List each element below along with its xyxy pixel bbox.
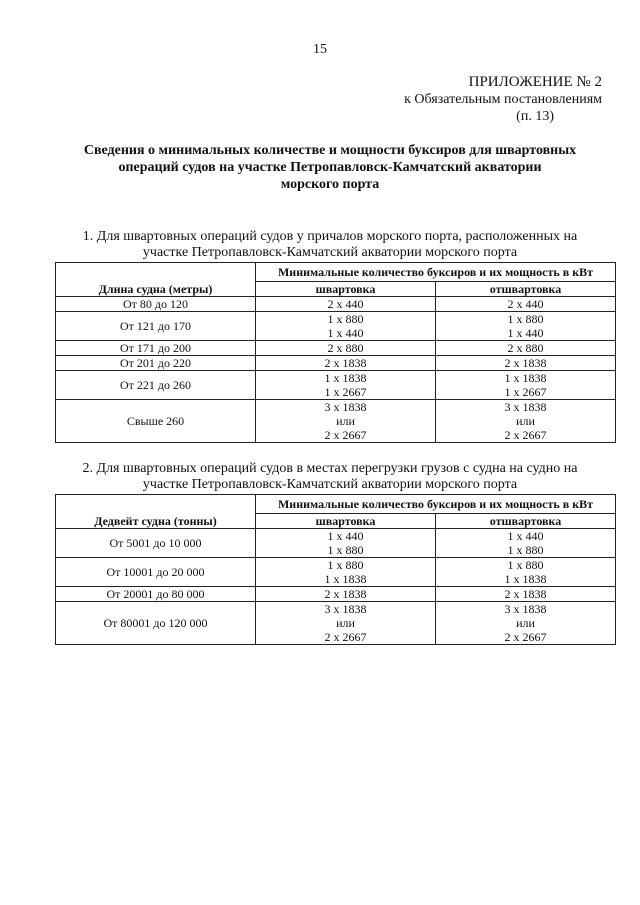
row-label: От 20001 до 80 000	[56, 587, 256, 602]
unmooring-cell	[436, 529, 616, 558]
unmooring-cell	[436, 356, 616, 371]
document-title-line: морского порта	[280, 177, 380, 192]
cell-line: 1 х 880	[327, 312, 364, 326]
row-label: Свыше 260	[56, 400, 256, 443]
unmooring-cell	[436, 400, 616, 443]
section1-heading	[50, 229, 610, 261]
cell-line: 1 х 1838	[324, 572, 367, 586]
section1-col-unmooring: отшвартовка	[436, 282, 616, 297]
unmooring-cell	[436, 341, 616, 356]
cell-line: 3 х 1838	[324, 602, 367, 616]
cell-line: или	[516, 616, 535, 630]
row-label: От 10001 до 20 000	[56, 558, 256, 587]
mooring-cell	[256, 529, 436, 558]
section2-col-mooring: швартовка	[256, 514, 436, 529]
unmooring-cell	[436, 312, 616, 341]
cell-line: 2 х 880	[327, 341, 364, 355]
section1-table-body	[56, 297, 616, 443]
cell-line: или	[336, 414, 355, 428]
row-label: От 121 до 170	[56, 312, 256, 341]
document-title-line: операций судов на участке Петропавловск-Камчатский акватории	[118, 160, 542, 175]
section2-table-body	[56, 529, 616, 645]
section1-heading-line: участке Петропавловск-Камчатский акватории морского порта	[142, 245, 518, 260]
cell-line: 1 х 440	[507, 326, 544, 340]
page-number: 15	[313, 42, 327, 57]
table-row	[56, 297, 616, 312]
cell-line: 1 х 880	[327, 543, 364, 557]
cell-line: 2 х 440	[507, 297, 544, 311]
table-row	[56, 529, 616, 558]
table-row	[56, 587, 616, 602]
section2-col-group: Минимальные количество буксиров и их мощность в кВт	[256, 495, 616, 514]
cell-line: 1 х 440	[327, 326, 364, 340]
cell-line: или	[516, 414, 535, 428]
cell-line: 2 х 2667	[504, 630, 547, 644]
cell-line: 2 х 440	[327, 297, 364, 311]
unmooring-cell	[436, 602, 616, 645]
section2-heading-line: 2. Для швартовных операций судов в местах перегрузки грузов с судна на судно на	[82, 461, 578, 476]
cell-line: 3 х 1838	[324, 400, 367, 414]
table-row	[56, 341, 616, 356]
appendix-ref: (п. 13)	[516, 109, 554, 124]
cell-line: 2 х 1838	[324, 356, 367, 370]
table-row	[56, 371, 616, 400]
cell-line: 2 х 880	[507, 341, 544, 355]
section2-col-unmooring: отшвартовка	[436, 514, 616, 529]
table-row	[56, 312, 616, 341]
appendix-subtitle: к Обязательным постановлениям	[404, 92, 602, 107]
cell-line: 1 х 880	[327, 558, 364, 572]
cell-line: 2 х 1838	[504, 587, 547, 601]
row-label: От 171 до 200	[56, 341, 256, 356]
cell-line: 1 х 440	[327, 529, 364, 543]
table-row	[56, 558, 616, 587]
cell-line: 1 х 880	[507, 312, 544, 326]
mooring-cell	[256, 400, 436, 443]
section2-col-deadweight: Дедвейт судна (тонны)	[56, 495, 256, 529]
document-title	[50, 142, 610, 193]
row-label: От 201 до 220	[56, 356, 256, 371]
mooring-cell	[256, 587, 436, 602]
unmooring-cell	[436, 558, 616, 587]
section2-heading-line: участке Петропавловск-Камчатский акватории морского порта	[142, 477, 518, 492]
appendix-title: ПРИЛОЖЕНИЕ № 2	[468, 74, 602, 90]
unmooring-cell	[436, 371, 616, 400]
unmooring-cell	[436, 587, 616, 602]
cell-line: 1 х 1838	[504, 572, 547, 586]
section1-heading-line: 1. Для швартовных операций судов у причалов морского порта, расположенных на	[82, 229, 578, 244]
section1-col-mooring: швартовка	[256, 282, 436, 297]
cell-line: 1 х 1838	[504, 371, 547, 385]
mooring-cell	[256, 558, 436, 587]
cell-line: 1 х 440	[507, 529, 544, 543]
section1-table	[55, 262, 616, 443]
document-title-line: Сведения о минимальных количестве и мощности буксиров для швартовных	[83, 143, 577, 158]
unmooring-cell	[436, 297, 616, 312]
cell-line: 1 х 2667	[324, 385, 367, 399]
table-row	[56, 356, 616, 371]
mooring-cell	[256, 297, 436, 312]
section1-col-length: Длина судна (метры)	[56, 263, 256, 297]
mooring-cell	[256, 312, 436, 341]
mooring-cell	[256, 356, 436, 371]
row-label: От 221 до 260	[56, 371, 256, 400]
cell-line: 2 х 1838	[504, 356, 547, 370]
table-row	[56, 602, 616, 645]
mooring-cell	[256, 371, 436, 400]
row-label: От 80001 до 120 000	[56, 602, 256, 645]
section2-heading	[50, 461, 610, 493]
cell-line: 2 х 1838	[324, 587, 367, 601]
cell-line: 1 х 1838	[324, 371, 367, 385]
cell-line: или	[336, 616, 355, 630]
section1-col-group: Минимальные количество буксиров и их мощность в кВт	[256, 263, 616, 282]
mooring-cell	[256, 341, 436, 356]
row-label: От 80 до 120	[56, 297, 256, 312]
cell-line: 3 х 1838	[504, 400, 547, 414]
mooring-cell	[256, 602, 436, 645]
cell-line: 1 х 2667	[504, 385, 547, 399]
cell-line: 2 х 2667	[324, 428, 367, 442]
cell-line: 1 х 880	[507, 558, 544, 572]
table-row	[56, 400, 616, 443]
cell-line: 1 х 880	[507, 543, 544, 557]
cell-line: 3 х 1838	[504, 602, 547, 616]
section2-table	[55, 494, 616, 645]
cell-line: 2 х 2667	[504, 428, 547, 442]
cell-line: 2 х 2667	[324, 630, 367, 644]
row-label: От 5001 до 10 000	[56, 529, 256, 558]
